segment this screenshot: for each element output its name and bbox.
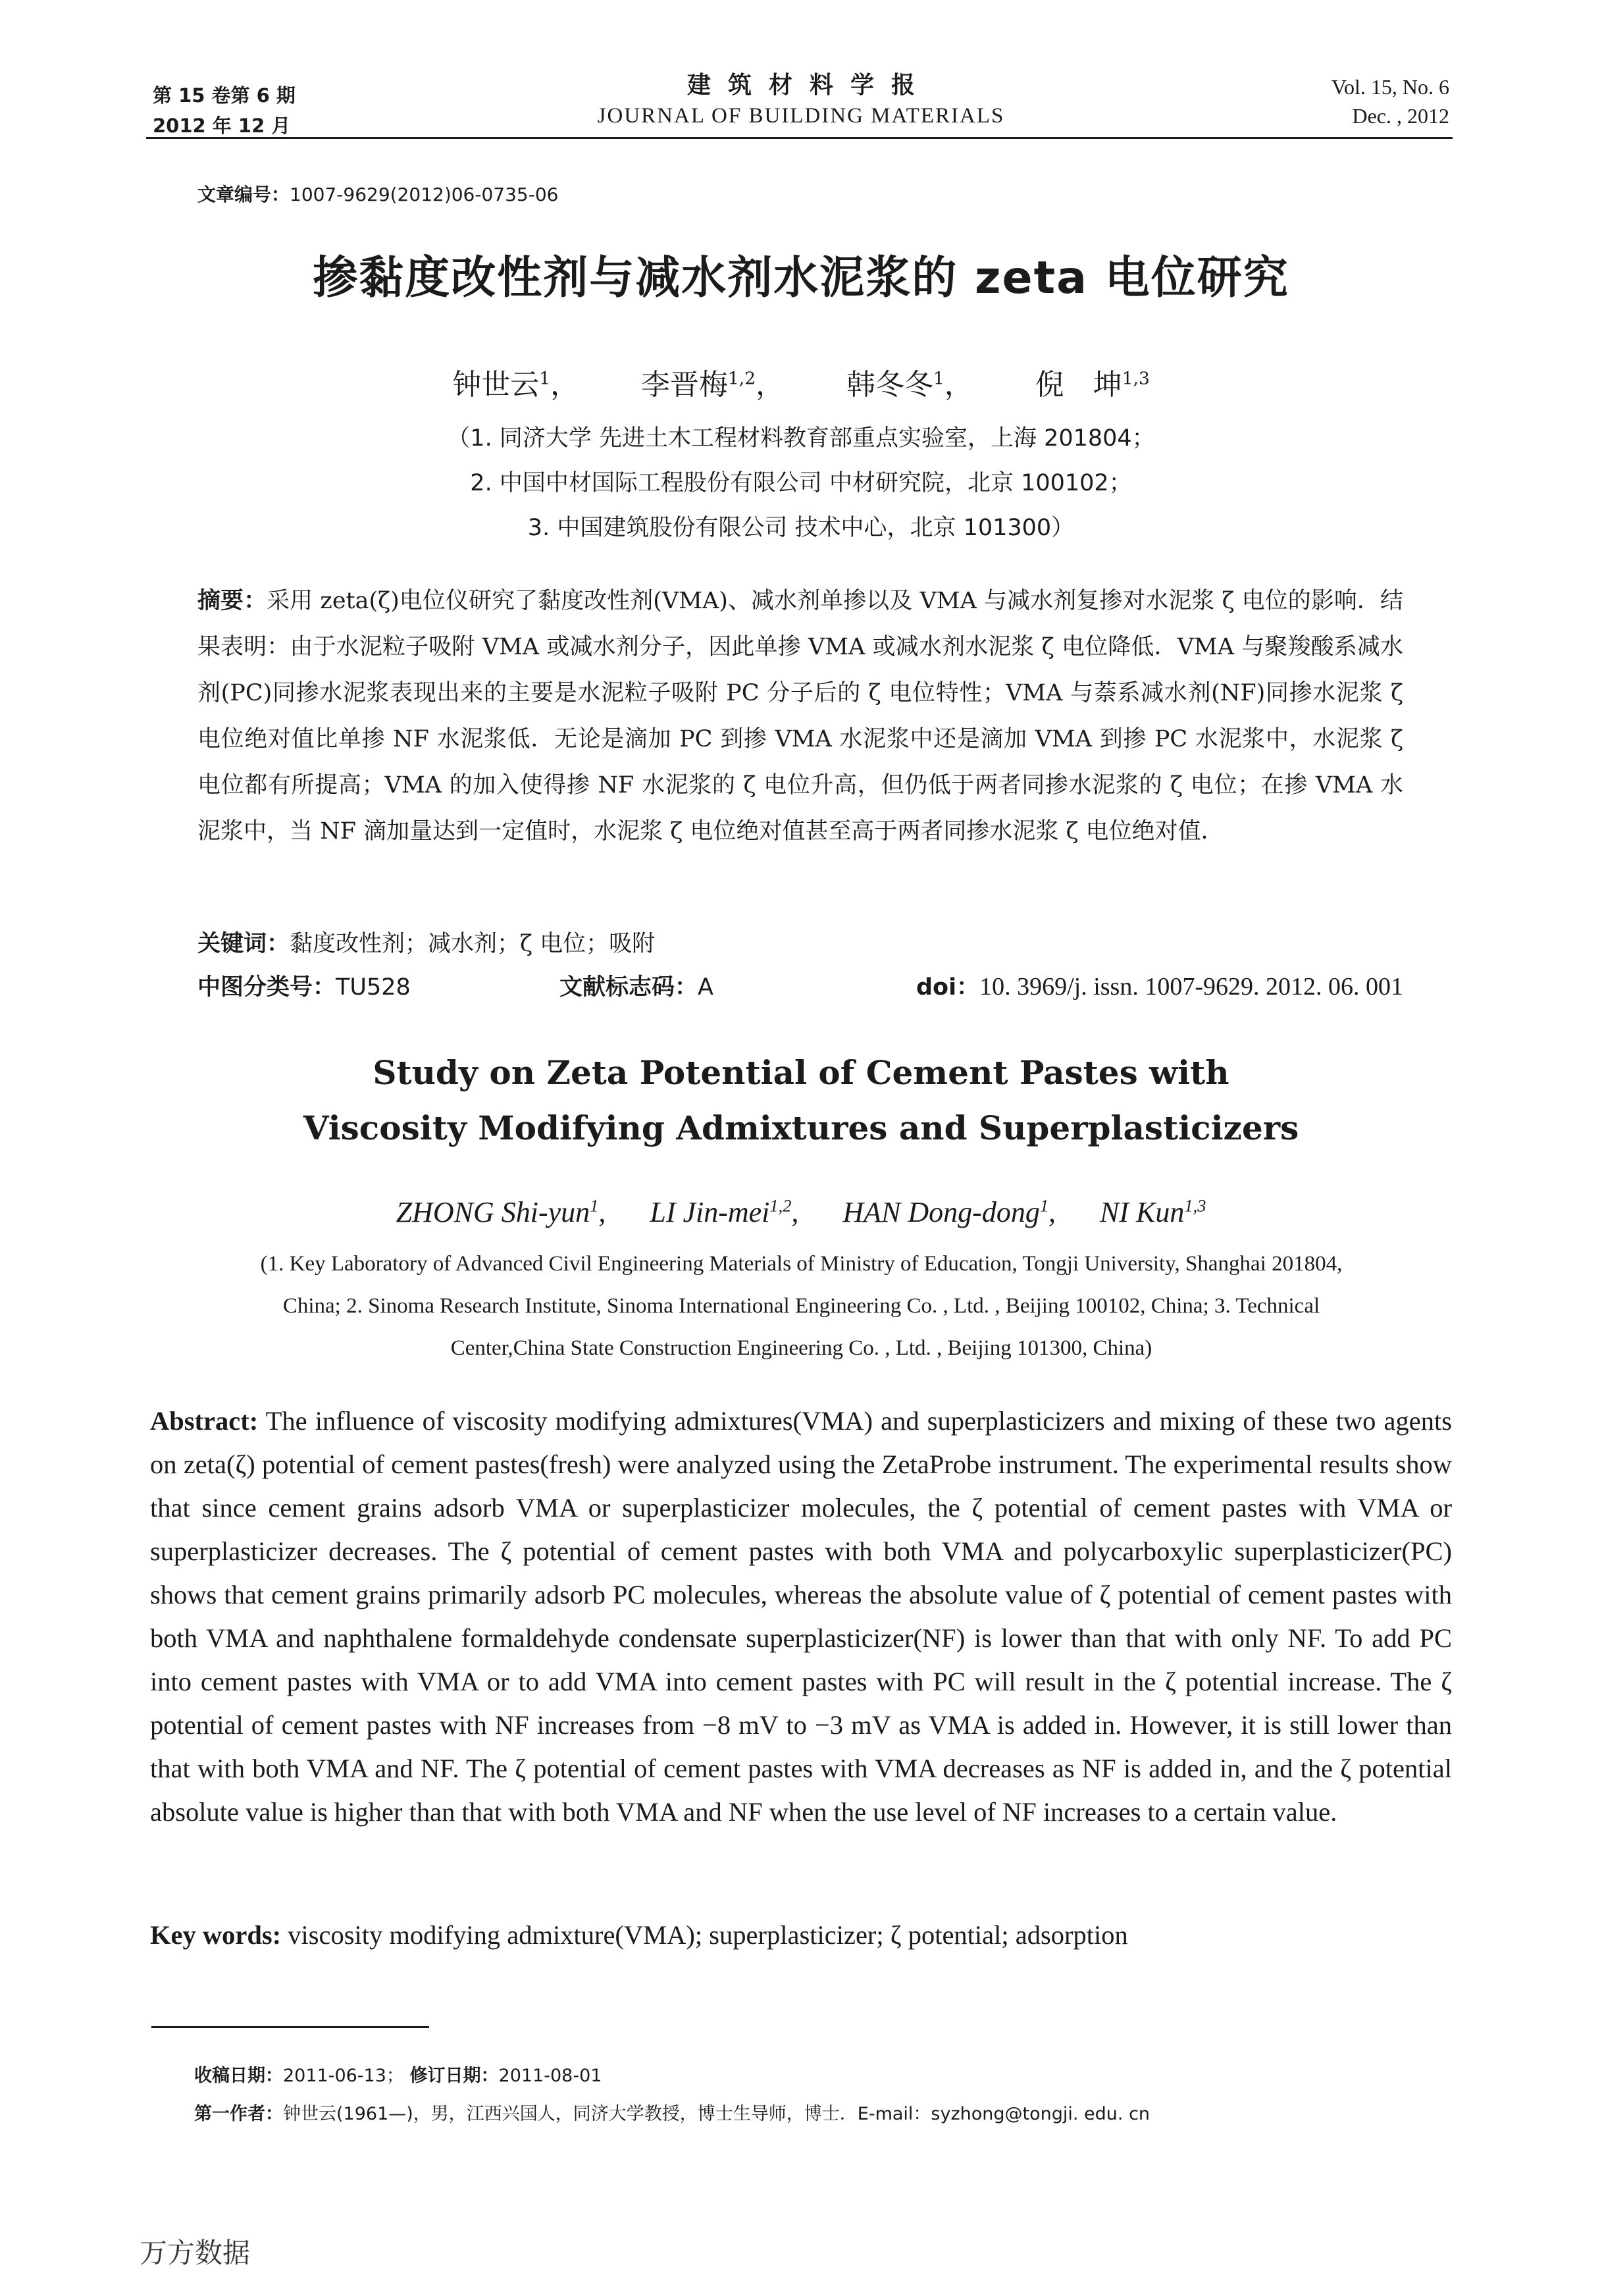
keywords-cn-label: 关键词： (197, 931, 290, 957)
author-affil-mark: 1,2 (728, 368, 756, 389)
keywords-en-label: Key words: (150, 1920, 282, 1950)
revised-label: 修订日期： (409, 2066, 499, 2086)
title-en (0, 1045, 1602, 1156)
watermark: 万方数据 (140, 2237, 251, 2269)
footnotes (194, 2057, 1150, 2133)
affiliation-line: （1. 同济大学 先进土木工程材料教育部重点实验室，上海 201804； (447, 425, 1155, 452)
author-name: LI Jin-mei (650, 1196, 770, 1228)
revised-value: 2011-08-01 (498, 2066, 602, 2086)
author-en (1100, 1196, 1206, 1228)
doi-value: 10. 3969/j. issn. 1007-9629. 2012. 06. 001 (979, 973, 1403, 1001)
article-number-label: 文章编号： (197, 184, 290, 205)
abstract-cn (197, 578, 1403, 854)
document-code (559, 969, 713, 1002)
author-name: 倪 坤 (1035, 368, 1122, 402)
author-name: 李晋梅 (641, 368, 729, 402)
affiliation-line: (1. Key Laboratory of Advanced Civil Engineering Materials of Ministry of Education, Tongji University, Shanghai 201804, (260, 1252, 1343, 1276)
abstract-en (150, 1399, 1452, 1834)
author-cn: 韩冬冬$^1$， (846, 368, 973, 402)
document-code-value: A (698, 974, 713, 1001)
keywords-cn (197, 926, 1403, 958)
affiliation-line: 3. 中国建筑股份有限公司 技术中心，北京 101300） (527, 515, 1075, 541)
author-affil-mark: 1,2 (769, 1195, 792, 1216)
author-affil-mark: 1,3 (1122, 368, 1150, 389)
author-affil-mark: 1 (539, 368, 551, 389)
keywords-en (150, 1919, 1452, 1950)
title-en-line: Viscosity Modifying Admixtures and Superplasticizers (303, 1109, 1299, 1147)
affiliations-en (161, 1243, 1441, 1369)
author-cn (1035, 368, 1150, 402)
author-affil-mark: 1,3 (1184, 1195, 1206, 1216)
clc-value: TU528 (336, 974, 411, 1001)
author-name: 韩冬冬 (846, 368, 933, 402)
author-en: LI Jin-mei$^{1,2}$, (650, 1195, 799, 1228)
received-value: 2011-06-13； (283, 2066, 404, 2086)
abstract-en-label: Abstract: (150, 1406, 259, 1436)
document-code-label: 文献标志码： (559, 974, 698, 1001)
journal-name-cn: 建筑材料学报 (686, 72, 932, 99)
author-en: ZHONG Shi-yun$^1$, (396, 1195, 606, 1228)
received-dates (194, 2057, 1150, 2095)
author-cn: 李晋梅$^{1,2}$， (641, 368, 785, 402)
keywords-en-text: viscosity modifying admixture(VMA); superplasticizer; ζ potential; adsorption (288, 1920, 1128, 1950)
affiliations-cn (0, 416, 1602, 550)
keywords-cn-text: 黏度改性剂；减水剂；ζ 电位；吸附 (290, 931, 656, 957)
doi-label: doi： (916, 974, 980, 1001)
header-rule (146, 137, 1453, 139)
affiliation-line: China; 2. Sinoma Research Institute, Sinoma International Engineering Co. , Ltd. , Beijing 100102, China; 3. Technical (282, 1294, 1320, 1318)
authors-cn (0, 361, 1602, 403)
abstract-cn-text: 采用 zeta(ζ)电位仪研究了黏度改性剂(VMA)、减水剂单掺以及 VMA 与减水剂复掺对水泥浆 ζ 电位的影响．结果表明：由于水泥粒子吸附 VMA 或减水剂分子，因此单掺 VMA 或减水剂水泥浆 ζ 电位降低．VMA 与聚羧酸系减水剂(PC)同掺水泥浆表现出来的主要是水泥粒子吸附 PC 分子后的 ζ 电位特性；VMA 与萘系减水剂(NF)同掺水泥浆 ζ 电位绝对值比单掺 NF 水泥浆低．无论是滴加 PC 到掺 VMA 水泥浆中还是滴加 VMA 到掺 PC 水泥浆中，水泥浆 ζ 电位都有所提高；VMA 的加入使得掺 NF 水泥浆的 ζ 电位升高，但仍低于两者同掺水泥浆的 ζ 电位；在掺 VMA 水泥浆中，当 NF 滴加量达到一定值时，水泥浆 ζ 电位绝对值甚至高于两者同掺水泥浆 ζ 电位绝对值． (197, 588, 1403, 845)
date-en: Dec. , 2012 (1352, 104, 1449, 128)
authors-en (0, 1195, 1602, 1229)
classification-row (197, 969, 1403, 1002)
volume-cn: 第 15 卷第 6 期 (153, 84, 296, 107)
article-number-value: 1007-9629(2012)06-0735-06 (290, 184, 559, 205)
affiliation-line: 2. 中国中材国际工程股份有限公司 中材研究院，北京 100102； (470, 470, 1132, 496)
first-author-label: 第一作者： (194, 2104, 283, 2124)
clc-code (197, 974, 411, 1001)
author-name: 钟世云 (452, 368, 540, 402)
issue-info-en (1331, 72, 1449, 130)
title-en-line: Study on Zeta Potential of Cement Pastes with (373, 1053, 1229, 1092)
journal-name-en: JOURNAL OF BUILDING MATERIALS (597, 104, 1005, 128)
date-cn: 2012 年 12 月 (153, 115, 291, 137)
title-cn: 掺黏度改性剂与减水剂水泥浆的 zeta 电位研究 (313, 252, 1289, 304)
first-author-value: 钟世云(1961—)，男，江西兴国人，同济大学教授，博士生导师，博士．E-mail：syzhong@tongji. edu. cn (283, 2104, 1150, 2124)
abstract-en-text: The influence of viscosity modifying admixtures(VMA) and superplasticizers and mixing of these two agents on zeta(ζ) potential of cement pastes(fresh) were analyzed using the ZetaProbe instrument. The experimental results show that since cement grains adsorb VMA or superplasticizer molecules, the ζ potential of cement pastes with VMA or superplasticizer decreases. The ζ potential of cement pastes with both VMA and polycarboxylic superplasticizer(PC) shows that cement grains primarily adsorb PC molecules, whereas the absolute value of ζ potential of cement pastes with both VMA and naphthalene formaldehyde condensate superplasticizer(NF) is lower than that with only NF. To add PC into cement pastes with VMA or to add VMA into cement pastes with PC will result in the ζ potential increase. The ζ potential of cement pastes with NF increases from −8 mV to −3 mV as VMA is added in. However, it is still lower than that with both VMA and NF. The ζ potential of cement pastes with VMA decreases as NF is added in, and the ζ potential absolute value is higher than that with both VMA and NF when the use level of NF increases to a certain value. (150, 1406, 1452, 1827)
received-label: 收稿日期： (194, 2066, 283, 2086)
author-affil-mark: 1 (933, 368, 944, 389)
first-author-note (194, 2095, 1150, 2133)
author-name: NI Kun (1100, 1196, 1185, 1228)
author-cn: 钟世云$^1$， (452, 368, 580, 402)
author-affil-mark: 1 (590, 1195, 599, 1216)
author-en: HAN Dong-dong$^1$, (842, 1195, 1056, 1228)
author-name: HAN Dong-dong (842, 1196, 1040, 1228)
doi (916, 969, 1403, 1002)
article-number (197, 180, 558, 207)
footnote-rule (151, 2026, 429, 2028)
clc-label: 中图分类号： (197, 974, 336, 1001)
author-affil-mark: 1 (1039, 1195, 1049, 1216)
author-name: ZHONG Shi-yun (396, 1196, 590, 1228)
volume-en: Vol. 15, No. 6 (1331, 75, 1449, 99)
abstract-cn-label: 摘要： (197, 588, 267, 614)
affiliation-line: Center,China State Construction Engineering Co. , Ltd. , Beijing 101300, China) (450, 1336, 1152, 1360)
